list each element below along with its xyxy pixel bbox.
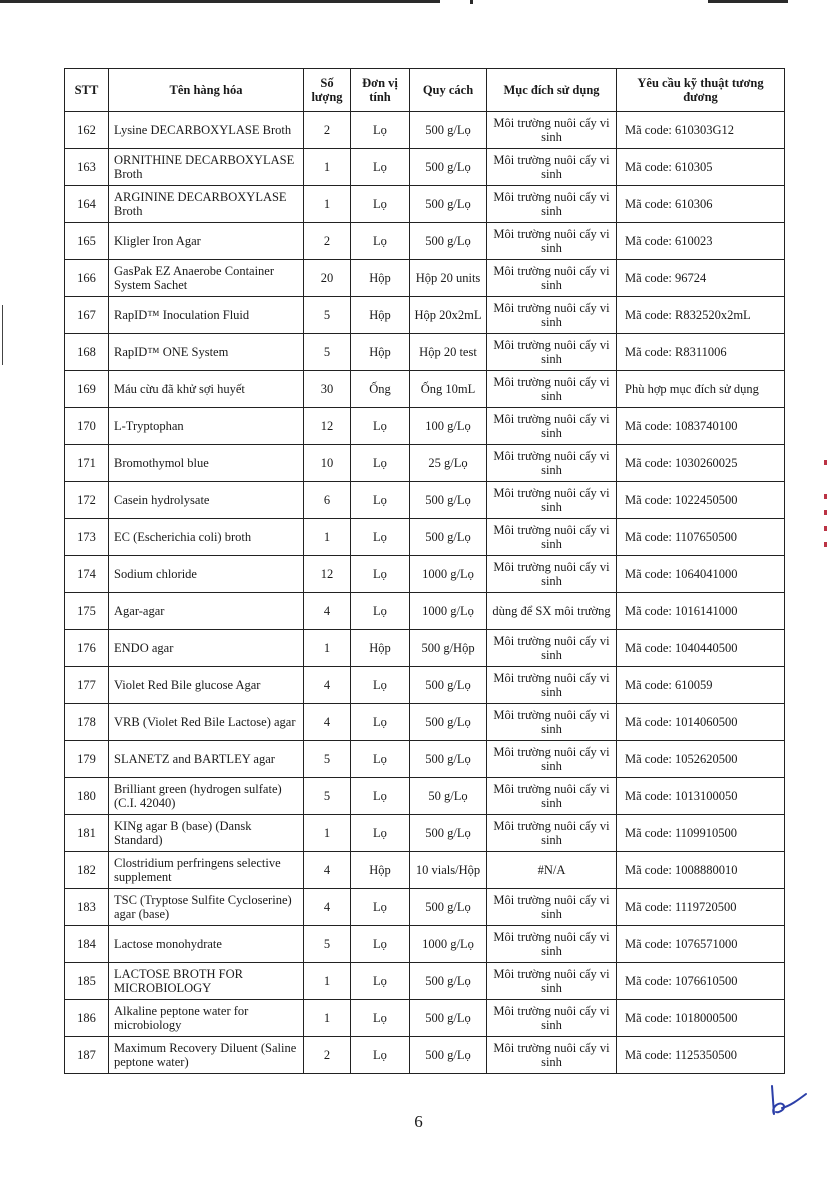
cell-qty: 1 [304, 186, 351, 223]
cell-spec: 500 g/Lọ [410, 519, 487, 556]
cell-spec: 500 g/Lọ [410, 1037, 487, 1074]
cell-unit: Hộp [351, 260, 410, 297]
cell-qty: 10 [304, 445, 351, 482]
table-row [65, 223, 785, 260]
page-number: 6 [414, 1112, 423, 1131]
scan-top-mark-right [708, 0, 788, 3]
cell-stt: 172 [65, 482, 109, 519]
cell-purpose: Môi trường nuôi cấy vi sinh [487, 815, 617, 852]
cell-requirement: Mã code: 96724 [617, 260, 785, 297]
cell-qty: 1 [304, 963, 351, 1000]
cell-requirement: Mã code: 1119720500 [617, 889, 785, 926]
table-row [65, 334, 785, 371]
cell-purpose: Môi trường nuôi cấy vi sinh [487, 667, 617, 704]
cell-purpose: Môi trường nuôi cấy vi sinh [487, 889, 617, 926]
table-row [65, 778, 785, 815]
cell-spec: 1000 g/Lọ [410, 556, 487, 593]
cell-requirement: Mã code: 1052620500 [617, 741, 785, 778]
cell-spec: 10 vials/Hộp [410, 852, 487, 889]
cell-unit: Lọ [351, 149, 410, 186]
cell-name: Violet Red Bile glucose Agar [109, 667, 304, 704]
cell-purpose: Môi trường nuôi cấy vi sinh [487, 1037, 617, 1074]
table-row [65, 186, 785, 223]
cell-name: RapID™ ONE System [109, 334, 304, 371]
cell-unit: Lọ [351, 889, 410, 926]
cell-stt: 171 [65, 445, 109, 482]
table-body [65, 112, 785, 1074]
cell-unit: Lọ [351, 778, 410, 815]
cell-requirement: Mã code: 610305 [617, 149, 785, 186]
cell-spec: 50 g/Lọ [410, 778, 487, 815]
cell-name: TSC (Tryptose Sulfite Cycloserine) agar (base) [109, 889, 304, 926]
cell-stt: 176 [65, 630, 109, 667]
scan-margin-mark [2, 305, 3, 365]
cell-name: RapID™ Inoculation Fluid [109, 297, 304, 334]
cell-unit: Lọ [351, 223, 410, 260]
cell-unit: Lọ [351, 815, 410, 852]
cell-stt: 180 [65, 778, 109, 815]
cell-requirement: Mã code: 1016141000 [617, 593, 785, 630]
cell-name: Clostridium perfringens selective supplement [109, 852, 304, 889]
cell-name: ARGININE DECARBOXYLASE Broth [109, 186, 304, 223]
cell-name: Bromothymol blue [109, 445, 304, 482]
cell-requirement: Phù hợp mục đích sử dụng [617, 371, 785, 408]
cell-purpose: Môi trường nuôi cấy vi sinh [487, 741, 617, 778]
cell-qty: 1 [304, 149, 351, 186]
cell-name: ORNITHINE DECARBOXYLASE Broth [109, 149, 304, 186]
cell-unit: Lọ [351, 445, 410, 482]
cell-name: Alkaline peptone water for microbiology [109, 1000, 304, 1037]
cell-unit: Hộp [351, 852, 410, 889]
cell-qty: 12 [304, 408, 351, 445]
cell-stt: 178 [65, 704, 109, 741]
cell-qty: 4 [304, 852, 351, 889]
cell-stt: 170 [65, 408, 109, 445]
header-spec: Quy cách [410, 69, 487, 112]
table-row [65, 482, 785, 519]
cell-name: Lactose monohydrate [109, 926, 304, 963]
table-row [65, 556, 785, 593]
header-requirement: Yêu cầu kỹ thuật tương đương [617, 69, 785, 112]
cell-qty: 6 [304, 482, 351, 519]
cell-name: Brilliant green (hydrogen sulfate) (C.I. 42040) [109, 778, 304, 815]
cell-purpose: Môi trường nuôi cấy vi sinh [487, 963, 617, 1000]
goods-table [64, 68, 785, 1074]
cell-name: Máu cừu đã khử sợi huyết [109, 371, 304, 408]
cell-name: KINg agar B (base) (Dansk Standard) [109, 815, 304, 852]
cell-unit: Lọ [351, 704, 410, 741]
cell-qty: 4 [304, 593, 351, 630]
cell-qty: 2 [304, 112, 351, 149]
cell-purpose: Môi trường nuôi cấy vi sinh [487, 519, 617, 556]
table-row [65, 519, 785, 556]
cell-qty: 4 [304, 889, 351, 926]
cell-qty: 1 [304, 1000, 351, 1037]
cell-spec: 500 g/Hộp [410, 630, 487, 667]
header-name: Tên hàng hóa [109, 69, 304, 112]
cell-qty: 30 [304, 371, 351, 408]
cell-stt: 175 [65, 593, 109, 630]
table-row [65, 926, 785, 963]
cell-purpose: Môi trường nuôi cấy vi sinh [487, 186, 617, 223]
table-row [65, 593, 785, 630]
table-row [65, 149, 785, 186]
cell-purpose: Môi trường nuôi cấy vi sinh [487, 112, 617, 149]
cell-requirement: Mã code: 1109910500 [617, 815, 785, 852]
cell-stt: 174 [65, 556, 109, 593]
cell-requirement: Mã code: 610306 [617, 186, 785, 223]
cell-purpose: dùng để SX môi trường [487, 593, 617, 630]
cell-stt: 187 [65, 1037, 109, 1074]
cell-unit: Lọ [351, 741, 410, 778]
cell-unit: Lọ [351, 112, 410, 149]
cell-qty: 5 [304, 297, 351, 334]
cell-name: LACTOSE BROTH FOR MICROBIOLOGY [109, 963, 304, 1000]
cell-qty: 5 [304, 334, 351, 371]
cell-name: Sodium chloride [109, 556, 304, 593]
cell-requirement: Mã code: R8311006 [617, 334, 785, 371]
cell-spec: 500 g/Lọ [410, 186, 487, 223]
table-row [65, 704, 785, 741]
cell-unit: Lọ [351, 926, 410, 963]
cell-spec: 500 g/Lọ [410, 149, 487, 186]
cell-stt: 168 [65, 334, 109, 371]
cell-spec: 500 g/Lọ [410, 223, 487, 260]
cell-requirement: Mã code: 610023 [617, 223, 785, 260]
cell-requirement: Mã code: 1018000500 [617, 1000, 785, 1037]
cell-qty: 5 [304, 926, 351, 963]
cell-spec: 100 g/Lọ [410, 408, 487, 445]
cell-stt: 167 [65, 297, 109, 334]
cell-unit: Lọ [351, 408, 410, 445]
cell-stt: 184 [65, 926, 109, 963]
cell-stt: 163 [65, 149, 109, 186]
cell-requirement: Mã code: 1125350500 [617, 1037, 785, 1074]
table-row [65, 112, 785, 149]
cell-stt: 179 [65, 741, 109, 778]
table-row [65, 260, 785, 297]
cell-purpose: Môi trường nuôi cấy vi sinh [487, 556, 617, 593]
cell-spec: 500 g/Lọ [410, 1000, 487, 1037]
signature-mark [760, 1080, 810, 1120]
table-row [65, 371, 785, 408]
cell-spec: 500 g/Lọ [410, 667, 487, 704]
cell-purpose: Môi trường nuôi cấy vi sinh [487, 445, 617, 482]
cell-stt: 169 [65, 371, 109, 408]
cell-qty: 1 [304, 630, 351, 667]
table-row [65, 963, 785, 1000]
table-row [65, 630, 785, 667]
cell-name: L-Tryptophan [109, 408, 304, 445]
cell-spec: 500 g/Lọ [410, 889, 487, 926]
cell-spec: 500 g/Lọ [410, 815, 487, 852]
cell-purpose: Môi trường nuôi cấy vi sinh [487, 926, 617, 963]
cell-purpose: Môi trường nuôi cấy vi sinh [487, 223, 617, 260]
cell-spec: 500 g/Lọ [410, 963, 487, 1000]
cell-purpose: Môi trường nuôi cấy vi sinh [487, 630, 617, 667]
cell-unit: Lọ [351, 1000, 410, 1037]
cell-name: Kligler Iron Agar [109, 223, 304, 260]
cell-requirement: Mã code: 1076571000 [617, 926, 785, 963]
cell-name: ENDO agar [109, 630, 304, 667]
cell-spec: 1000 g/Lọ [410, 926, 487, 963]
cell-qty: 12 [304, 556, 351, 593]
cell-spec: 1000 g/Lọ [410, 593, 487, 630]
cell-spec: Hộp 20 units [410, 260, 487, 297]
cell-unit: Hộp [351, 297, 410, 334]
table-header-row [65, 69, 785, 112]
table-row [65, 889, 785, 926]
cell-requirement: Mã code: 1064041000 [617, 556, 785, 593]
cell-unit: Lọ [351, 519, 410, 556]
cell-purpose: Môi trường nuôi cấy vi sinh [487, 1000, 617, 1037]
header-stt: STT [65, 69, 109, 112]
cell-requirement: Mã code: 1107650500 [617, 519, 785, 556]
cell-name: VRB (Violet Red Bile Lactose) agar [109, 704, 304, 741]
cell-name: EC (Escherichia coli) broth [109, 519, 304, 556]
cell-purpose: Môi trường nuôi cấy vi sinh [487, 297, 617, 334]
cell-spec: 500 g/Lọ [410, 482, 487, 519]
scan-edge-specks [818, 460, 834, 580]
cell-stt: 162 [65, 112, 109, 149]
cell-qty: 4 [304, 667, 351, 704]
cell-requirement: Mã code: 1008880010 [617, 852, 785, 889]
cell-purpose: Môi trường nuôi cấy vi sinh [487, 149, 617, 186]
table-row [65, 667, 785, 704]
cell-unit: Ống [351, 371, 410, 408]
cell-name: Casein hydrolysate [109, 482, 304, 519]
table-row [65, 741, 785, 778]
table-row [65, 445, 785, 482]
header-qty: Số lượng [304, 69, 351, 112]
table-row [65, 815, 785, 852]
cell-requirement: Mã code: R832520x2mL [617, 297, 785, 334]
cell-stt: 186 [65, 1000, 109, 1037]
cell-requirement: Mã code: 1076610500 [617, 963, 785, 1000]
cell-name: GasPak EZ Anaerobe Container System Sachet [109, 260, 304, 297]
cell-qty: 2 [304, 1037, 351, 1074]
table-row [65, 1000, 785, 1037]
cell-spec: 500 g/Lọ [410, 112, 487, 149]
cell-unit: Hộp [351, 334, 410, 371]
cell-unit: Lọ [351, 963, 410, 1000]
header-purpose: Mục đích sử dụng [487, 69, 617, 112]
cell-requirement: Mã code: 1013100050 [617, 778, 785, 815]
cell-stt: 177 [65, 667, 109, 704]
cell-purpose: Môi trường nuôi cấy vi sinh [487, 482, 617, 519]
table-row [65, 297, 785, 334]
cell-purpose: Môi trường nuôi cấy vi sinh [487, 260, 617, 297]
cell-name: Lysine DECARBOXYLASE Broth [109, 112, 304, 149]
cell-qty: 2 [304, 223, 351, 260]
table-row [65, 408, 785, 445]
cell-requirement: Mã code: 1040440500 [617, 630, 785, 667]
cell-qty: 1 [304, 519, 351, 556]
header-unit: Đơn vị tính [351, 69, 410, 112]
cell-stt: 185 [65, 963, 109, 1000]
cell-stt: 164 [65, 186, 109, 223]
table-row [65, 852, 785, 889]
cell-spec: 25 g/Lọ [410, 445, 487, 482]
cell-qty: 1 [304, 815, 351, 852]
scan-top-mark-tick [470, 0, 473, 4]
cell-stt: 182 [65, 852, 109, 889]
table-row [65, 1037, 785, 1074]
cell-spec: Hộp 20x2mL [410, 297, 487, 334]
cell-spec: 500 g/Lọ [410, 704, 487, 741]
cell-unit: Hộp [351, 630, 410, 667]
cell-requirement: Mã code: 1014060500 [617, 704, 785, 741]
cell-spec: Hộp 20 test [410, 334, 487, 371]
cell-unit: Lọ [351, 593, 410, 630]
cell-requirement: Mã code: 1022450500 [617, 482, 785, 519]
cell-unit: Lọ [351, 186, 410, 223]
cell-name: SLANETZ and BARTLEY agar [109, 741, 304, 778]
cell-stt: 173 [65, 519, 109, 556]
cell-purpose: #N/A [487, 852, 617, 889]
cell-qty: 4 [304, 704, 351, 741]
cell-unit: Lọ [351, 667, 410, 704]
cell-stt: 166 [65, 260, 109, 297]
cell-stt: 183 [65, 889, 109, 926]
cell-purpose: Môi trường nuôi cấy vi sinh [487, 778, 617, 815]
cell-purpose: Môi trường nuôi cấy vi sinh [487, 704, 617, 741]
cell-stt: 165 [65, 223, 109, 260]
cell-requirement: Mã code: 1030260025 [617, 445, 785, 482]
cell-qty: 5 [304, 741, 351, 778]
cell-requirement: Mã code: 1083740100 [617, 408, 785, 445]
cell-spec: Ống 10mL [410, 371, 487, 408]
cell-requirement: Mã code: 610303G12 [617, 112, 785, 149]
cell-purpose: Môi trường nuôi cấy vi sinh [487, 371, 617, 408]
cell-unit: Lọ [351, 556, 410, 593]
cell-purpose: Môi trường nuôi cấy vi sinh [487, 334, 617, 371]
cell-qty: 20 [304, 260, 351, 297]
cell-unit: Lọ [351, 482, 410, 519]
cell-name: Maximum Recovery Diluent (Saline peptone water) [109, 1037, 304, 1074]
cell-unit: Lọ [351, 1037, 410, 1074]
cell-requirement: Mã code: 610059 [617, 667, 785, 704]
cell-spec: 500 g/Lọ [410, 741, 487, 778]
cell-stt: 181 [65, 815, 109, 852]
cell-purpose: Môi trường nuôi cấy vi sinh [487, 408, 617, 445]
cell-name: Agar-agar [109, 593, 304, 630]
cell-qty: 5 [304, 778, 351, 815]
scan-top-mark-left [0, 0, 440, 3]
